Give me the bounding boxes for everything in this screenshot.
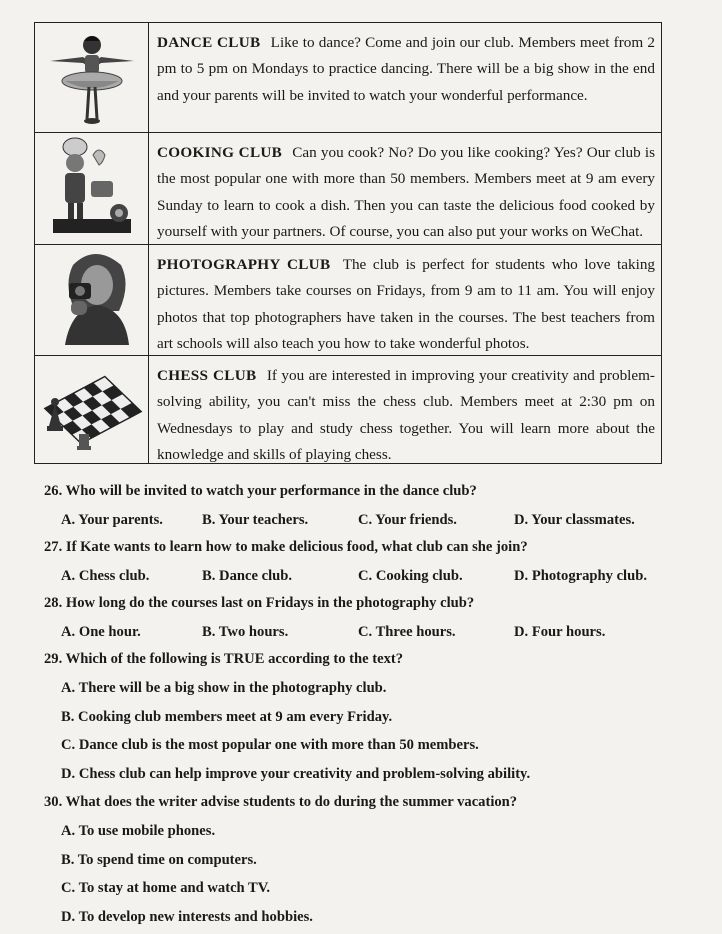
option-c[interactable]: C. Your friends. bbox=[358, 512, 457, 528]
club-text-photography bbox=[157, 252, 655, 358]
club-row-cooking bbox=[35, 133, 661, 245]
option-d[interactable]: D. Four hours. bbox=[514, 624, 606, 640]
option-a[interactable]: A. One hour. bbox=[61, 624, 141, 640]
option-c[interactable]: C. Three hours. bbox=[358, 624, 456, 640]
option-a[interactable]: A. To use mobile phones. bbox=[61, 823, 216, 839]
clubs-table bbox=[34, 22, 662, 464]
club-name-chess: CHESS CLUB bbox=[157, 367, 257, 384]
question-29 bbox=[44, 651, 684, 782]
club-description-chess: If you are interested in improving your creativity and problem-solving ability, you can't miss the chess club. Members meet at 2:30 pm on Wednesdays to play and study chess together. You will learn more about the knowledge and skills of playing chess. bbox=[157, 367, 655, 464]
option-b[interactable]: B. Dance club. bbox=[202, 568, 292, 584]
chef-icon bbox=[35, 133, 149, 245]
question-stem: 26. Who will be invited to watch your performance in the dance club? bbox=[44, 483, 477, 499]
club-picture-cooking bbox=[35, 133, 149, 244]
club-row-dance bbox=[35, 23, 661, 133]
question-27 bbox=[44, 539, 684, 584]
option-a[interactable]: A. Chess club. bbox=[61, 568, 150, 584]
option-a[interactable]: A. There will be a big show in the photography club. bbox=[61, 680, 387, 696]
club-row-photography bbox=[35, 245, 661, 356]
club-description-dance: Like to dance? Come and join our club. Members meet from 2 pm to 5 pm on Mondays to practice dancing. There will be a big show in the end and your parents will be invited to watch your wonderful performance. bbox=[157, 34, 656, 104]
question-26 bbox=[44, 483, 684, 528]
club-text-chess bbox=[157, 363, 655, 469]
club-description-photography: The club is perfect for students who love taking pictures. Members take courses on Fridays, from 9 am to 11 am. You will enjoy photos that top photographers have taken in the courses. The best teachers from art schools will also teach you how to take wonderful photos. bbox=[157, 256, 656, 353]
photographer-icon bbox=[35, 245, 149, 356]
option-c[interactable]: C. Dance club is the most popular one with more than 50 members. bbox=[61, 737, 479, 753]
question-stem: 27. If Kate wants to learn how to make delicious food, what club can she join? bbox=[44, 539, 528, 555]
option-b[interactable]: B. Two hours. bbox=[202, 624, 289, 640]
option-a[interactable]: A. Your parents. bbox=[61, 512, 163, 528]
option-c[interactable]: C. To stay at home and watch TV. bbox=[61, 880, 271, 896]
option-d[interactable]: D. Photography club. bbox=[514, 568, 647, 584]
option-d[interactable]: D. To develop new interests and hobbies. bbox=[61, 909, 313, 925]
question-30 bbox=[44, 794, 684, 925]
club-picture-chess bbox=[35, 356, 149, 463]
ballerina-icon bbox=[35, 23, 149, 133]
option-b[interactable]: B. Cooking club members meet at 9 am every Friday. bbox=[61, 709, 393, 725]
chessboard-icon bbox=[35, 356, 149, 463]
club-row-chess bbox=[35, 356, 661, 463]
club-description-cooking: Can you cook? No? Do you like cooking? Yes? Our club is the most popular one with more than 50 members. Members meet at 9 am every Sunday to learn to cook a dish. Then you can taste the delicious food cooked by yourself with your partners. Of course, you can also put your works on WeChat. bbox=[157, 144, 655, 241]
option-b[interactable]: B. To spend time on computers. bbox=[61, 852, 257, 868]
question-stem: 30. What does the writer advise students to do during the summer vacation? bbox=[44, 794, 518, 810]
club-name-dance: DANCE CLUB bbox=[157, 34, 261, 51]
club-text-cooking bbox=[157, 140, 655, 246]
club-picture-dance bbox=[35, 23, 149, 132]
club-picture-photography bbox=[35, 245, 149, 355]
club-name-photography: PHOTOGRAPHY CLUB bbox=[157, 256, 331, 273]
option-d[interactable]: D. Chess club can help improve your creativity and problem-solving ability. bbox=[61, 766, 531, 782]
question-stem: 29. Which of the following is TRUE according to the text? bbox=[44, 651, 404, 667]
club-name-cooking: COOKING CLUB bbox=[157, 144, 283, 161]
option-d[interactable]: D. Your classmates. bbox=[514, 512, 635, 528]
question-stem: 28. How long do the courses last on Fridays in the photography club? bbox=[44, 595, 475, 611]
club-text-dance bbox=[157, 30, 655, 109]
option-c[interactable]: C. Cooking club. bbox=[358, 568, 463, 584]
question-28 bbox=[44, 595, 684, 640]
option-b[interactable]: B. Your teachers. bbox=[202, 512, 309, 528]
